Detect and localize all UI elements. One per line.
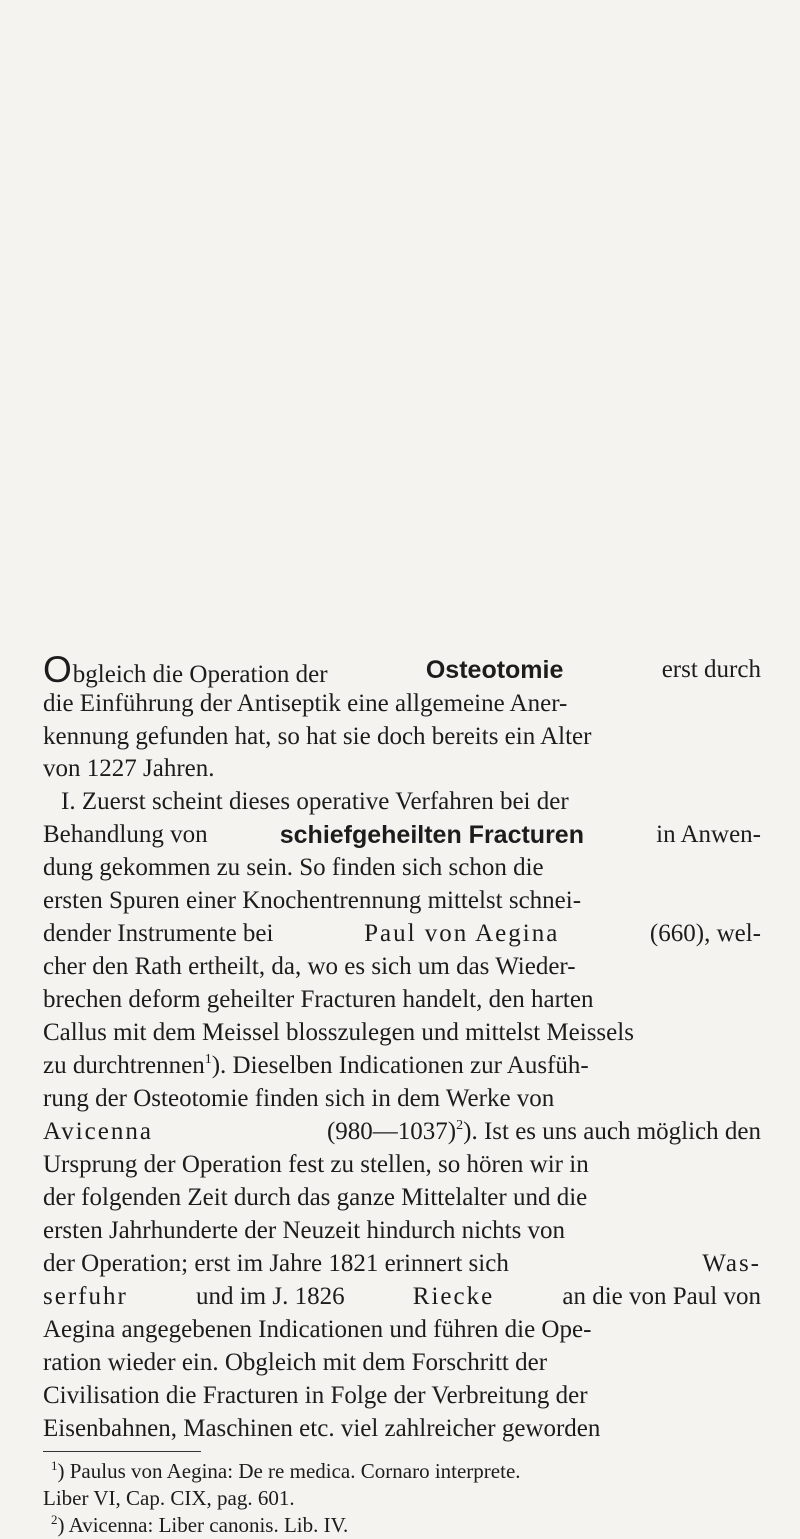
paragraph-2-line-9: zu durchtrennen$^1$). Dieselben Indicationen zur Ausfüh- [43, 1052, 589, 1079]
paragraph-2-line-11: Avicenna (980—1037)$^2$). Ist es uns auch möglich den [43, 1114, 761, 1150]
paragraph-1-line-4: von 1227 Jahren. [43, 755, 215, 782]
paragraph-2-line-16: serfuhr und im J. 1826 Riecke an die von Paul von [43, 1279, 761, 1315]
paragraph-2-line-10: rung der Osteotomie finden sich in dem Werke von [43, 1085, 555, 1112]
paragraph-2-line-7: brechen deform geheilter Fracturen handelt, den harten [43, 986, 594, 1013]
footnote-1-marker: 1 [51, 1458, 58, 1473]
footnote-ref-1[interactable]: 1 [204, 1052, 212, 1067]
paragraph-2-line-20: Eisenbahnen, Maschinen etc. viel zahlreicher geworden [43, 1415, 601, 1442]
paragraph-1-line-2: die Einführung der Antiseptik eine allgemeine Aner- [43, 690, 568, 717]
paragraph-2-line-12: Ursprung der Operation fest zu stellen, so hören wir in [43, 1151, 589, 1178]
paragraph-2-line-1: I. Zuerst scheint dieses operative Verfahren bei der [61, 788, 569, 815]
initial-capital: O [43, 649, 72, 690]
name-riecke: Riecke [412, 1283, 495, 1310]
paragraph-2-line-19: Civilisation die Fracturen in Folge der Verbreitung der [43, 1382, 588, 1409]
paragraph-2-line-17: Aegina angegebenen Indicationen und führen die Ope- [43, 1316, 592, 1343]
paragraph-2-line-18: ration wieder ein. Obgleich mit dem Forschritt der [43, 1349, 548, 1376]
paragraph-2-line-3: dung gekommen zu sein. So finden sich schon die [43, 854, 544, 881]
paragraph-2-line-2: Behandlung von schiefgeheilten Fracturen in Anwen- [43, 817, 761, 853]
paragraph-2-line-6: cher den Rath ertheilt, da, wo es sich um das Wieder- [43, 953, 576, 980]
footnote-1-line-1: $^1$) Paulus von Aegina: De re medica. Cornaro interprete. [51, 1458, 521, 1483]
paragraph-2-line-5: dender Instrumente bei Paul von Aegina (660), wel- [43, 916, 761, 952]
name-wasserfuhr-part-2: serfuhr [43, 1283, 128, 1310]
name-avicenna: Avicenna [43, 1118, 153, 1145]
term-osteotomie: Osteotomie [425, 656, 564, 684]
footnote-divider [43, 1451, 201, 1452]
name-paul-von-aegina: Paul von Aegina [364, 920, 560, 947]
name-wasserfuhr-part-1: Was- [702, 1250, 761, 1277]
footnote-2-line-1: $^2$) Avicenna: Liber canonis. Lib. IV. [51, 1512, 349, 1537]
paragraph-2-line-13: der folgenden Zeit durch das ganze Mittelalter und die [43, 1184, 588, 1211]
footnote-ref-2[interactable]: 2 [456, 1118, 464, 1133]
paragraph-2-line-8: Callus mit dem Meissel blosszulegen und mittelst Meissels [43, 1019, 634, 1046]
paragraph-2-line-14: ersten Jahrhunderte der Neuzeit hindurch nichts von [43, 1217, 566, 1244]
footnote-1-line-2: Liber VI, Cap. CIX, pag. 601. [43, 1486, 295, 1510]
paragraph-2-line-4: ersten Spuren einer Knochentrennung mittelst schnei- [43, 887, 582, 914]
footnote-2-marker: 2 [51, 1512, 58, 1527]
paragraph-1-line-3: kennung gefunden hat, so hat sie doch bereits ein Alter [43, 723, 592, 750]
paragraph-2-line-15: der Operation; erst im Jahre 1821 erinnert sich Was- [43, 1246, 761, 1282]
term-schiefgeheilten-fracturen: schiefgeheilten Fracturen [279, 821, 584, 849]
paragraph-1-line-1: Obgleich die Operation der Osteotomie erst durch [43, 649, 761, 690]
